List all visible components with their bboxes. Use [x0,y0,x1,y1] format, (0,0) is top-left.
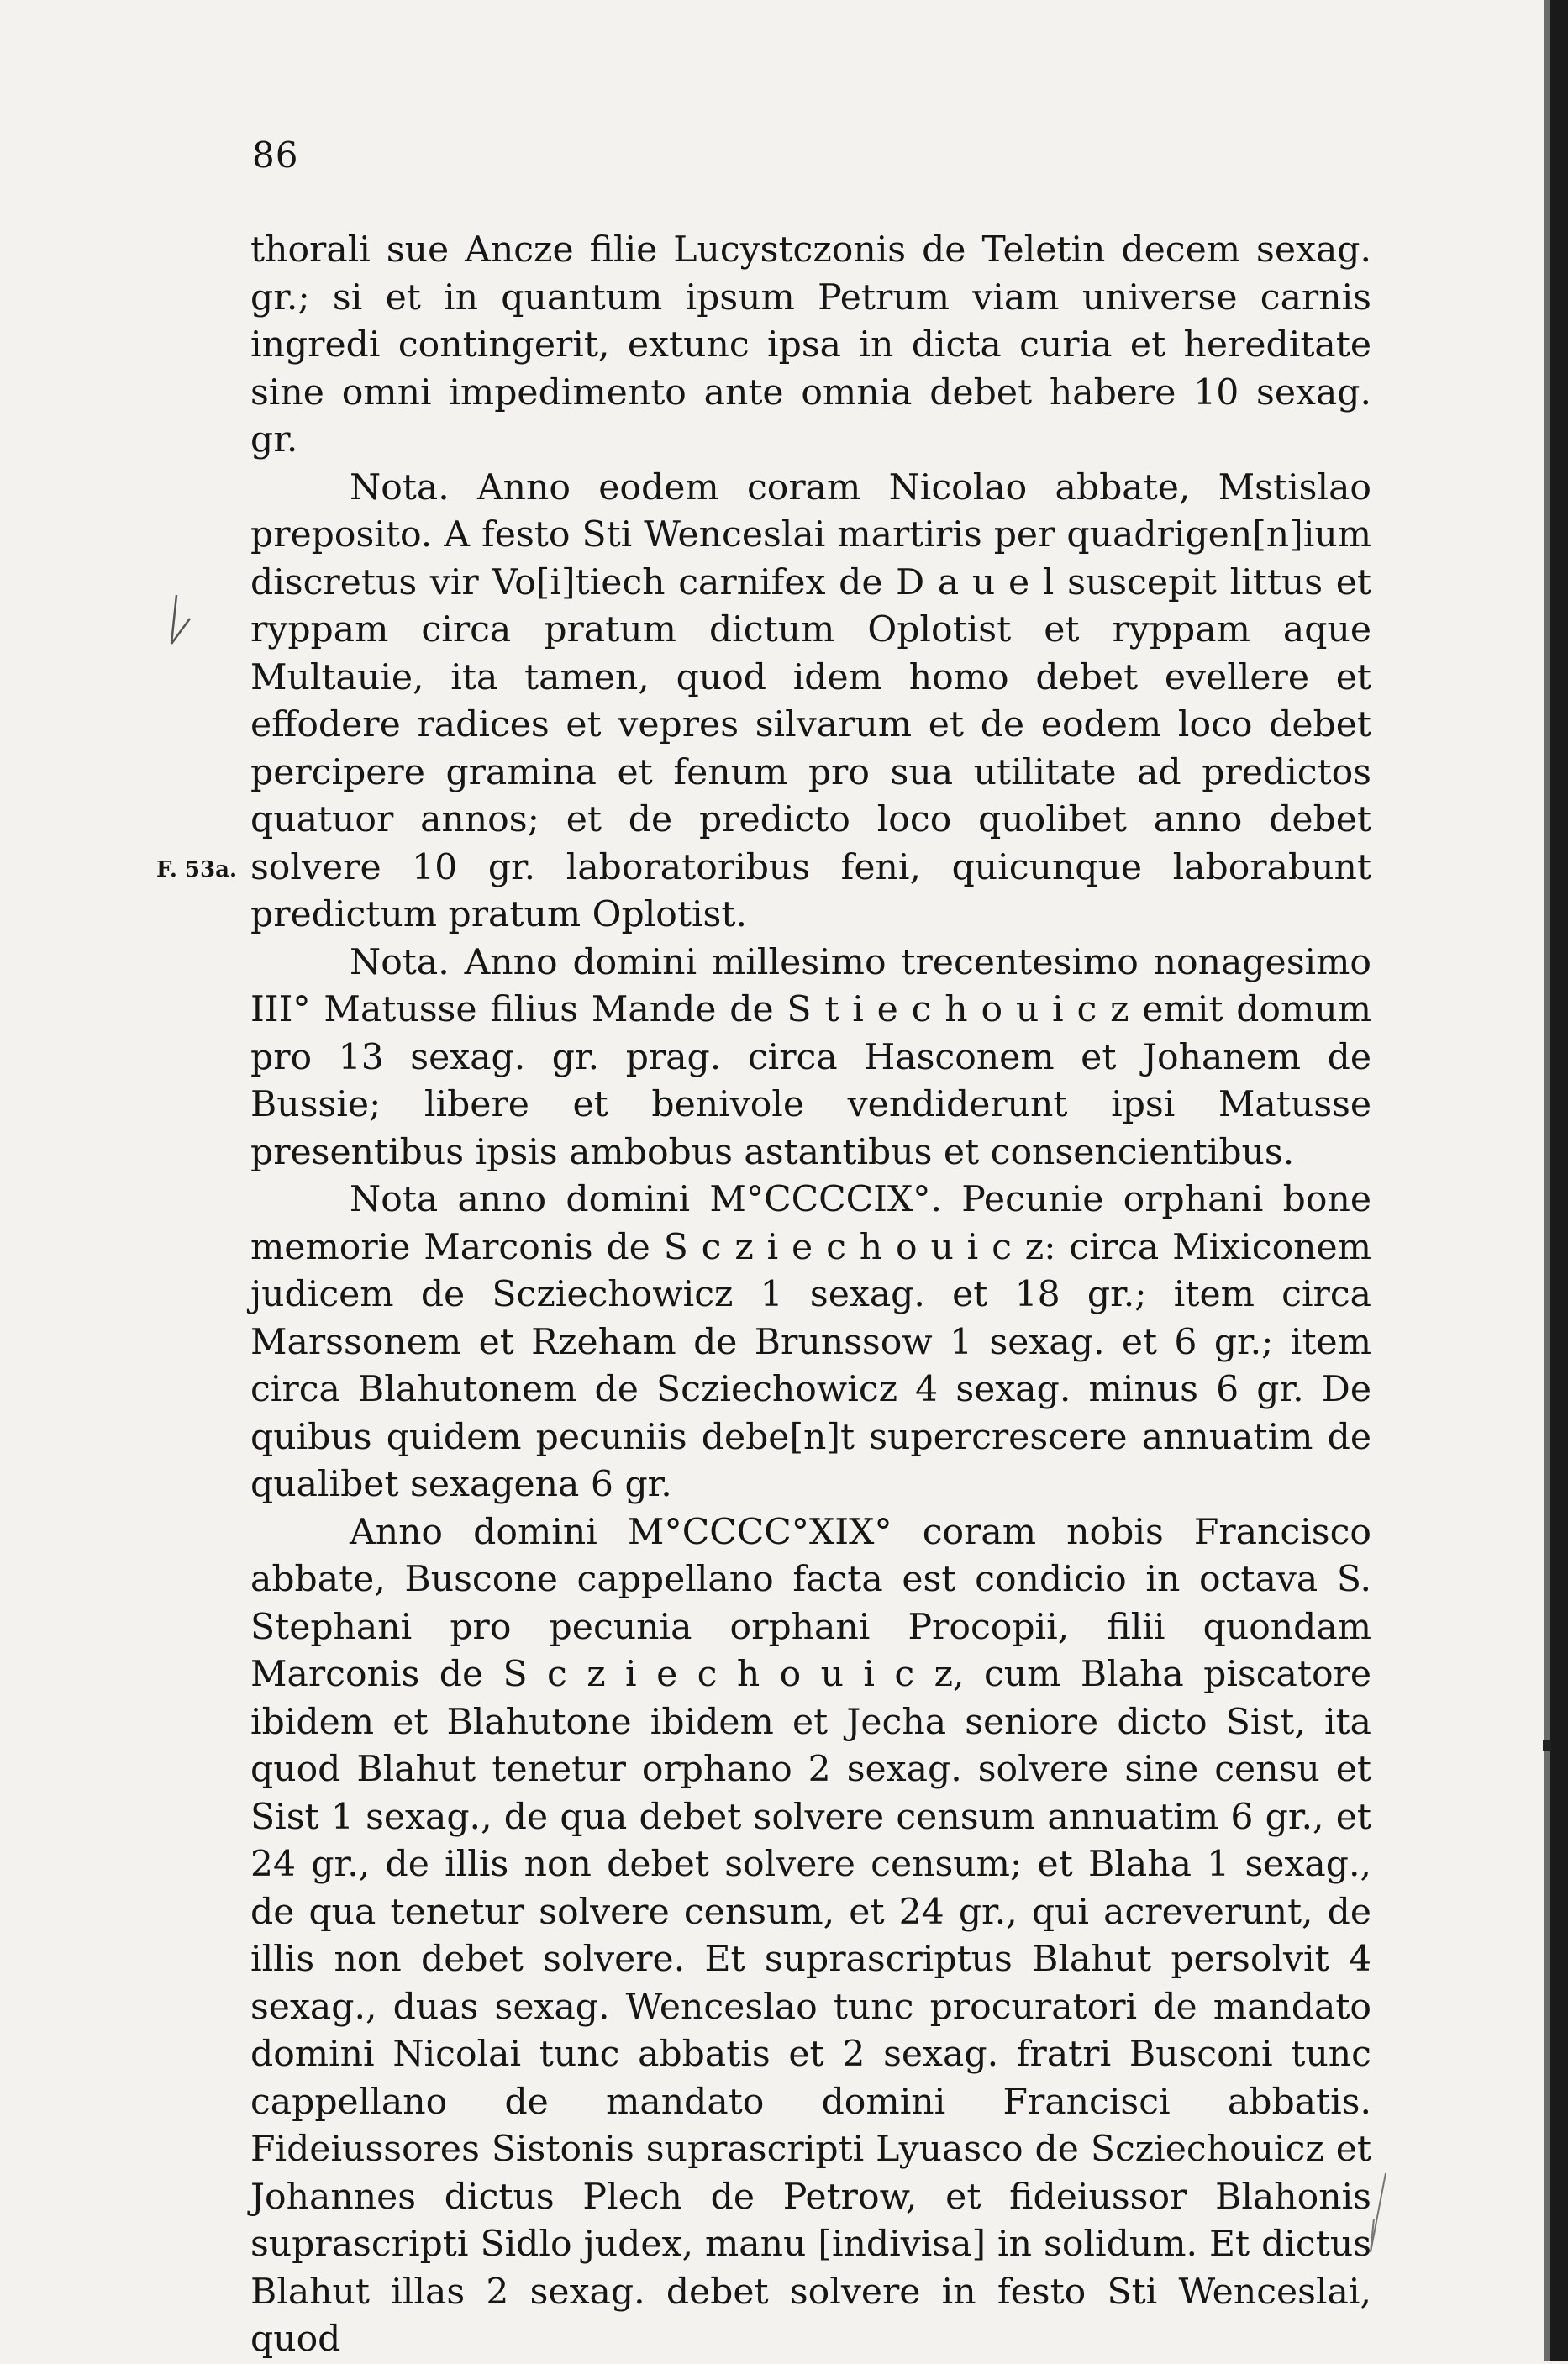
paragraph-1: thorali sue Ancze filie Lucystczonis de Teletin decem sexag. gr.; si et in quantum ipsum Petrum viam universe carnis ingredi contingerit, extunc ipsa in dicta curia et hereditate sine omni impedimento ante omnia debet habere 10 sexag. gr. [250,229,1371,461]
paragraph-5: Anno domini M°CCCC°XIX° coram nobis Francisco abbate, Buscone cappellano facta est condicio in octava S. Stephani pro pecunia orphani Procopii, filii quondam Marconis de S c z i e c h o u i c z, cum Blaha piscatore ibidem et Blahutone ibidem et Jecha seniore dicto Sist, ita quod Blahut tenetur orphano 2 sexag. solvere sine censu et Sist 1 sexag., de qua debet solvere censum annuatim 6 gr., et 24 gr., de illis non debet solvere censum; et Blaha 1 sexag., de qua tenetur solvere censum, et 24 gr., qui acreverunt, de illis non debet solvere. Et suprascriptus Blahut persolvit 4 sexag., duas sexag. Wenceslao tunc procuratori de mandato domini Nicolai tunc abbatis et 2 sexag. fratri Busconi tunc cappellano de mandato domini Francisci abbatis. Fideiussores Sistonis suprascripti Lyuasco de Scziechouicz et Johannes dictus Plech de Petrow, et fideiussor Blahonis suprascripti Sidlo judex, manu [indivisa] in solidum. Et dictus Blahut illas 2 sexag. debet solvere in festo Sti Wenceslai, quod [250,1511,1371,2360]
paragraph-4: Nota anno domini M°CCCCIX°. Pecunie orphani bone memorie Marconis de S c z i e c h o u i c z: circa Mixiconem judicem de Scziechowicz 1 sexag. et 18 gr.; item circa Marssonem et Rzeham de Brunssow 1 sexag. et 6 gr.; item circa Blahutonem de Scziechowicz 4 sexag. minus 6 gr. De quibus quidem pecuniis debe[n]t supercrescere annuatim de qualibet sexagena 6 gr. [250,1179,1371,1505]
pencil-annotation-mark [168,580,193,647]
page-edge-mark [1543,1740,1551,1751]
page-edge-border [1550,0,1568,2361]
paragraph-2: Nota. Anno eodem coram Nicolao abbate, Mstislao preposito. A festo Sti Wenceslai martiris per quadrigen[n]ium discretus vir Vo[i]tiech carnifex de D a u e l suscepit littus et ryppam circa pratum dictum Oplotist et ryppam aque Multauie, ita tamen, quod idem homo debet evellere et effodere radices et vepres silvarum et de eodem loco debet percipere gramina et fenum pro sua utilitate ad predictos quatuor annos; et de predicto loco quolibet anno debet solvere 10 gr. laboratoribus feni, quicunque laborabunt predictum pratum Oplotist. [250,466,1371,935]
body-text [250,227,1371,2364]
margin-folio-note: F. 53a. [156,857,238,882]
page-number: 86 [252,134,299,176]
paragraph-3: Nota. Anno domini millesimo trecentesimo nonagesimo III° Matusse filius Mande de S t i e c h o u i c z emit domum pro 13 sexag. gr. prag. circa Hasconem et Johanem de Bussie; libere et benivole vendiderunt ipsi Matusse presentibus ipsis ambobus astantibus et consencientibus. [250,941,1371,1173]
